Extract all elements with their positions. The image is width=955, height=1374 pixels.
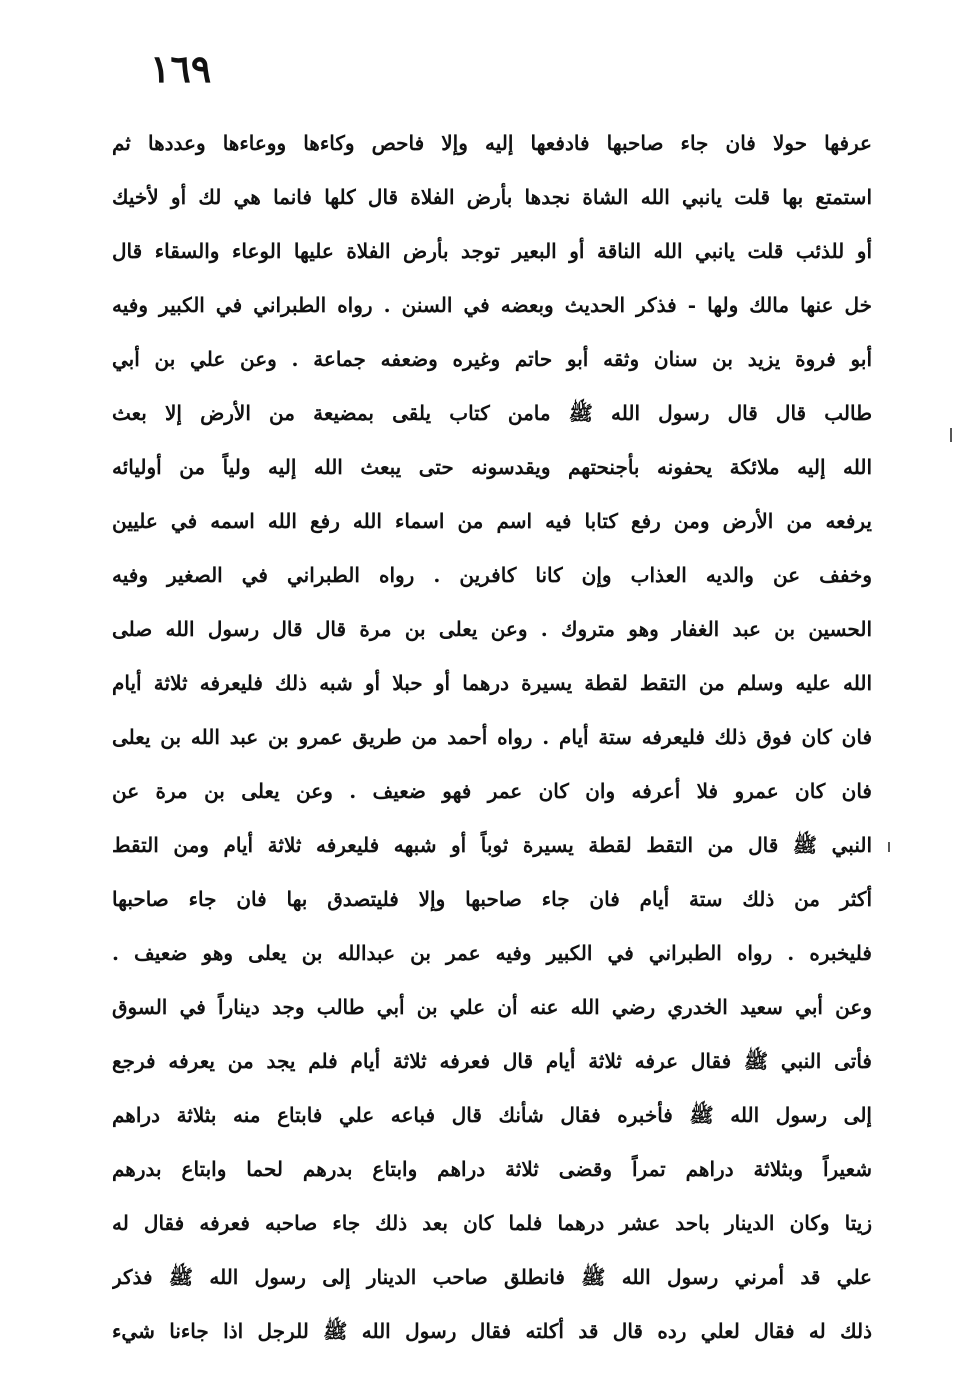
- text-line: النبي ﷺ قال من التقط لقطة يسيرة ثوباً أو شبهه فليعرفه ثلاثة أيام ومن التقط: [112, 833, 872, 857]
- text-line: شعيراً وبثلاثة دراهم تمراً وقضى ثلاثة دراهم وابتاع بدرهم لحما وابتاع بدرهم: [112, 1157, 872, 1181]
- text-line: خل عنها مالك ولها - فذكر الحديث وبعضه في السنن . رواه الطبراني في الكبير وفيه: [112, 293, 872, 317]
- text-line: يرفعه من الأرض ومن رفع كتابا فيه اسم من اسماء الله رفع الله اسمه في عليين: [112, 509, 872, 533]
- text-line: الحسين بن عبد الغفار وهو متروك . وعن يعلى بن مرة قال قال رسول الله صلى: [112, 617, 872, 641]
- text-line: فان كان عمرو فلا أعرفه وان كان عمر فهو ضعيف . وعن يعلى بن مرة عن: [112, 779, 872, 803]
- text-line: استمتع بها قلت يانبي الله الشاة نجدها بأرض الفلاة قال كلها فانما هي لك أو لأخيك: [112, 185, 872, 209]
- text-line: إلى رسول الله ﷺ فأخبره فقال شأنك قال فباعه علي فابتاع منه بثلاثة دراهم: [112, 1103, 872, 1127]
- text-line: زيتا وكان الدينار باحد عشر درهما فلما كان بعد ذلك جاء صاحبه فعرفه فقال له: [112, 1211, 872, 1235]
- text-line: علي قد أمرني رسول الله ﷺ فانطلق صاحب الدينار إلى رسول الله ﷺ فذكر: [112, 1265, 872, 1289]
- text-line: الله إليه ملائكة يحفونه بأجنحتهم ويقدسونه حتى يبعث الله إليه ولياً من أوليائه: [112, 455, 872, 479]
- text-line: وعن أبي سعيد الخدري رضي الله عنه أن علي بن أبي طالب وجد ديناراً في السوق: [112, 995, 872, 1019]
- text-line: أكثر من ذلك ستة أيام فان جاء صاحبها وإلا فليتصدق بها فان جاء صاحبها: [112, 887, 872, 911]
- scan-mark: [888, 842, 890, 852]
- text-line: فان كان فوق ذلك فليعرفه ستة أيام . رواه أحمد من طريق عمرو بن عبد الله بن يعلى: [112, 725, 872, 749]
- text-line: وخفف عن والديه العذاب وإن كانا كافرين . رواه الطبراني في الصغير وفيه: [112, 563, 872, 587]
- body-text: [112, 116, 872, 1358]
- text-line: عرفها حولا فان جاء صاحبها فادفعها إليه وإلا فاحص وكاءها ووعاءها وعددها ثم: [112, 131, 872, 155]
- text-line: فأتى النبي ﷺ فقال عرفه ثلاثة أيام قال فعرفه ثلاثة أيام فلم يجد من يعرفه فرجع: [112, 1049, 872, 1073]
- text-line: ذلك له فقال لعلي رده قال قد أكلته فقال رسول الله ﷺ للرجل اذا جاءنا شيء: [112, 1319, 872, 1343]
- text-line: الله عليه وسلم من التقط لقطة يسيرة درهما أو حبلا أو شبه ذلك فليعرفه ثلاثة أيام: [112, 671, 872, 695]
- text-line: أبو فروة يزيد بن سنان وثقه أبو حاتم وغيره وضعفه جماعة . وعن علي بن أبي: [112, 347, 872, 371]
- text-line: طالب قال قال رسول الله ﷺ مامن كتاب يلقى بمضيعة من الأرض إلا بعث: [112, 401, 872, 425]
- text-line: فليخبره . رواه الطبراني في الكبير وفيه عمر بن عبدالله بن يعلى وهو ضعيف .: [112, 941, 872, 965]
- text-line: أو للذئب قلت يانبي الله الناقة أو البعير توجد بأرض الفلاة عليها الوعاء والسقاء قال: [112, 239, 872, 263]
- page-number: ١٦٩: [150, 46, 212, 91]
- scan-mark: [950, 428, 952, 442]
